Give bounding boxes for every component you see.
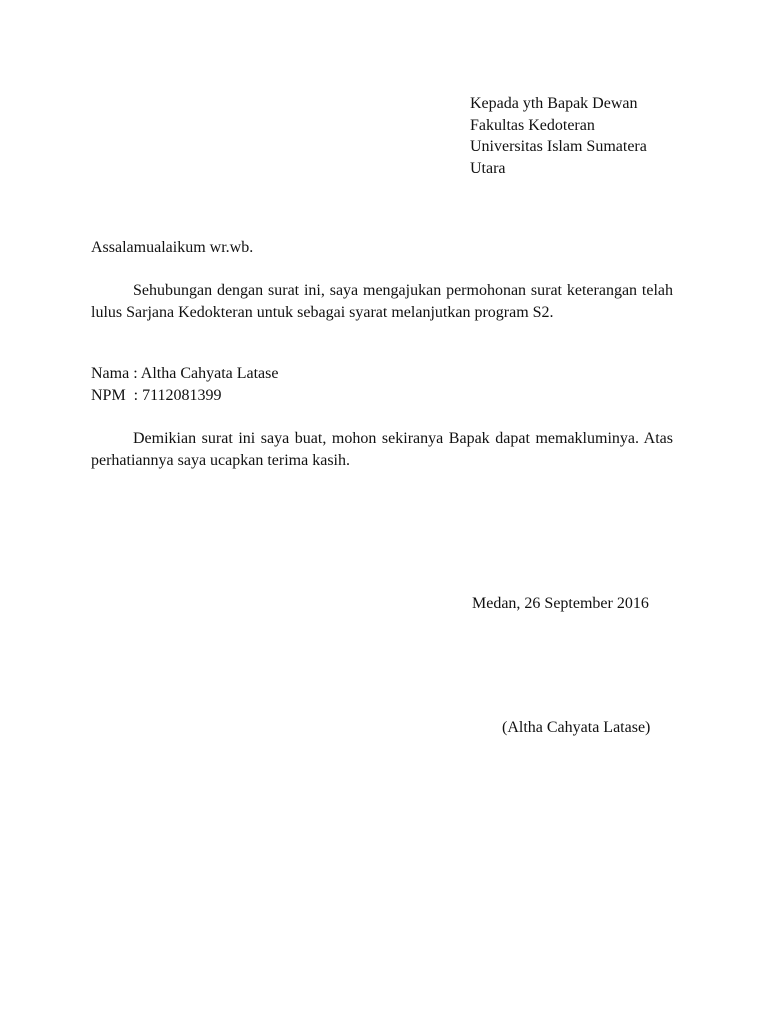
greeting: Assalamualaikum wr.wb. <box>91 239 254 256</box>
name-line: Nama : Altha Cahyata Latase <box>91 365 279 382</box>
recipient-line-1: Kepada yth Bapak Dewan <box>470 95 638 112</box>
npm-line: NPM : 7112081399 <box>91 387 222 404</box>
recipient-block <box>470 93 700 179</box>
letter-date: Medan, 26 September 2016 <box>472 595 649 612</box>
recipient-line-4: Utara <box>470 159 506 177</box>
recipient-line-2: Fakultas Kedoteran <box>470 116 595 134</box>
recipient-line-3: Universitas Islam Sumatera <box>470 138 647 155</box>
identity-block <box>91 363 673 407</box>
signature-name: (Altha Cahyata Latase) <box>502 719 651 736</box>
closing-paragraph: Demikian surat ini saya buat, mohon sekiranya Bapak dapat memakluminya. Atas perhatiannya saya ucapkan terima kasih. <box>91 430 673 469</box>
opening-paragraph: Sehubungan dengan surat ini, saya mengajukan permohonan surat keterangan telah lulus Sarjana Kedokteran untuk sebagai syarat melanjutkan program S2. <box>91 282 673 321</box>
